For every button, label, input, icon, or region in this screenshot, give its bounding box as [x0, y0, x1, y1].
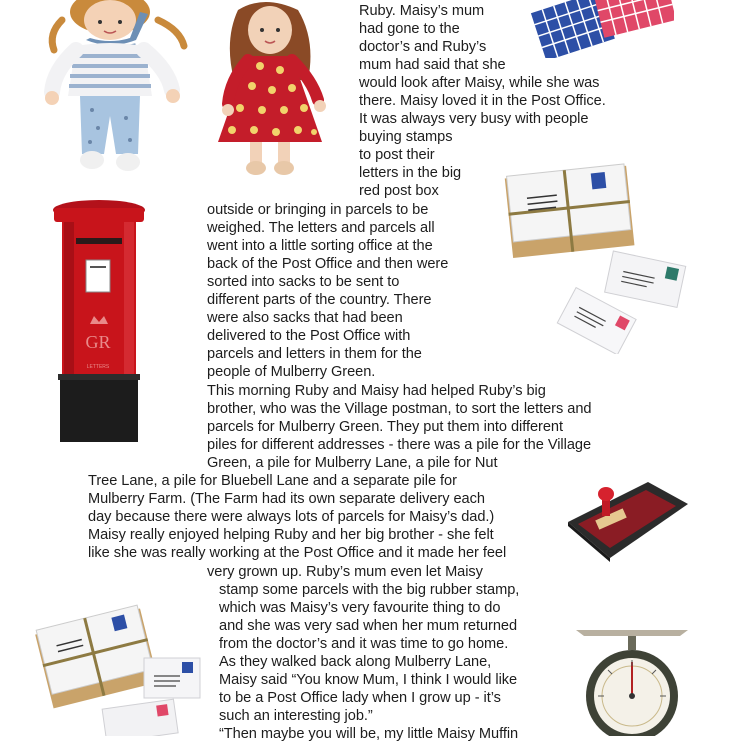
story-line: This morning Ruby and Maisy had helped Ruby’s big: [207, 383, 546, 399]
story-line: like she was really working at the Post Office and it made her feel: [88, 545, 507, 561]
parcels-bottom-image: [30, 596, 206, 736]
story-line: doctor’s and Ruby’s: [359, 39, 487, 55]
doll-polka-dot-dress-image: [204, 0, 340, 178]
story-line: piles for different addresses - there was a pile for the Village: [207, 437, 592, 453]
story-line: went into a little sorting office at the: [207, 238, 433, 254]
story-line: brother, who was the Village postman, to sort the letters and: [207, 401, 592, 417]
story-line: weighed. The letters and parcels all: [207, 220, 435, 236]
story-line: As they walked back along Mulberry Lane,: [219, 654, 492, 670]
story-line: there. Maisy loved it in the Post Office.: [359, 93, 606, 109]
story-line: back of the Post Office and then were: [207, 256, 449, 272]
story-line: people of Mulberry Green.: [207, 364, 376, 380]
story-line: Tree Lane, a pile for Bluebell Lane and a separate pile for: [88, 473, 457, 489]
story-line: different parts of the country. There: [207, 292, 432, 308]
story-line: to post their: [359, 147, 435, 163]
postbox-plate-text: LETTERS: [86, 364, 110, 370]
story-line: parcels and letters in them for the: [207, 346, 422, 362]
story-line: Maisy really enjoyed helping Ruby and her big brother - she felt: [88, 527, 494, 543]
story-line: It was always very busy with people: [359, 111, 589, 127]
story-line: to be a Post Office lady when I grow up - it’s: [219, 690, 501, 706]
postbox-cipher: GR: [85, 332, 111, 352]
story-line: very grown up. Ruby’s mum even let Maisy: [207, 564, 483, 580]
red-post-box-image: [50, 198, 148, 444]
rubber-stamp-ink-pad-image: [564, 474, 692, 564]
story-line: letters in the big: [359, 165, 462, 181]
doll-striped-jumper-image: [40, 0, 200, 178]
story-line: red post box: [359, 183, 439, 199]
story-line: and she was very sad when her mum returned: [219, 618, 518, 634]
story-line: which was Maisy’s very favourite thing to do: [219, 600, 501, 616]
story-line: day because there were always lots of parcels for Maisy’s dad.): [88, 509, 495, 525]
story-line: buying stamps: [359, 129, 453, 145]
parcel-and-letters-image: [498, 150, 692, 354]
story-line: Ruby. Maisy’s mum: [359, 3, 485, 19]
story-line: “Then maybe you will be, my little Maisy Muffin: [219, 726, 519, 742]
weighing-scales-image: [570, 604, 694, 736]
story-line: Green, a pile for Mulberry Lane, a pile for Nut: [207, 455, 498, 471]
story-line: had gone to the: [359, 21, 460, 37]
story-line: sorted into sacks to be sent to: [207, 274, 400, 290]
story-line: would look after Maisy, while she was: [359, 75, 600, 91]
story-line: such an interesting job.”: [219, 708, 373, 724]
story-line: mum had said that she: [359, 57, 506, 73]
stamp-sheets-image: [530, 0, 674, 58]
story-line: outside or bringing in parcels to be: [207, 202, 429, 218]
story-line: from the doctor’s and it was time to go home.: [219, 636, 509, 652]
story-line: Mulberry Farm. (The Farm had its own separate delivery each: [88, 491, 485, 507]
story-line: parcels for Mulberry Green. They put them into different: [207, 419, 564, 435]
story-line: Maisy said “You know Mum, I think I would like: [219, 672, 518, 688]
story-line: delivered to the Post Office with: [207, 328, 411, 344]
story-line: were also sacks that had been: [207, 310, 403, 326]
story-line: stamp some parcels with the big rubber stamp,: [219, 582, 520, 598]
